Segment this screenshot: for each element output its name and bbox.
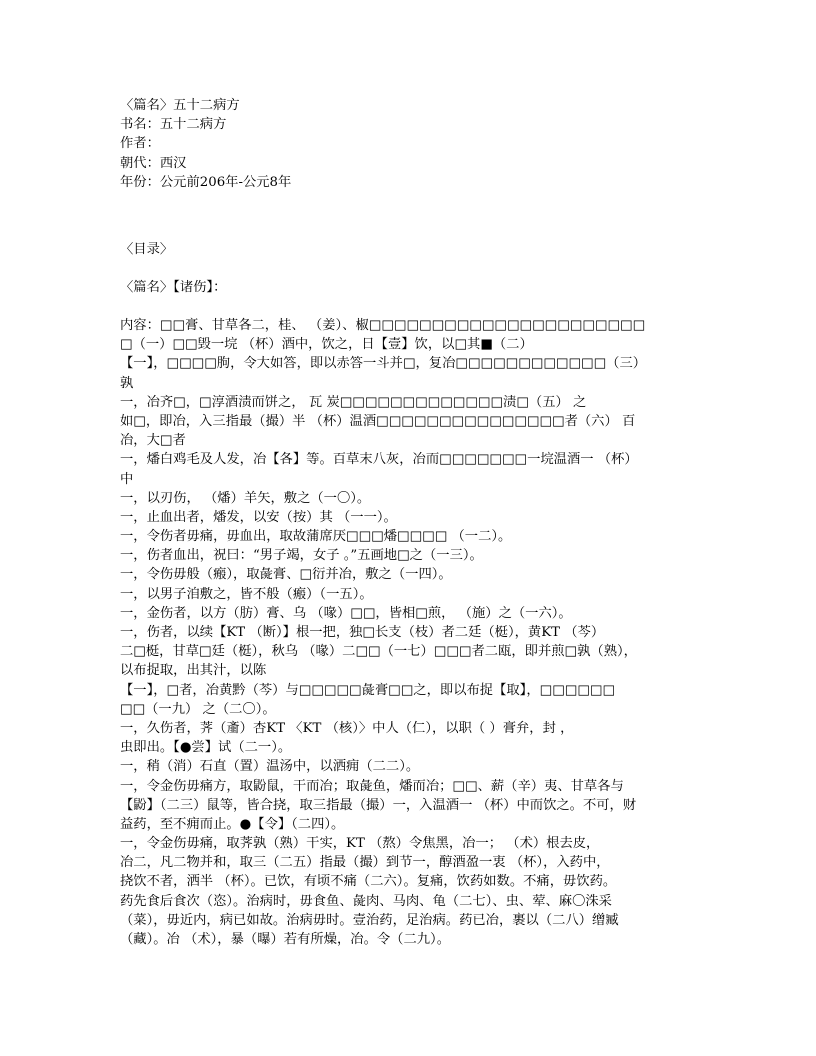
meta-author: 作者： — [120, 136, 160, 152]
content-line: □（一）□□毁一垸 （杯）酒中，饮之，日【壹】饮，以□其■（二） — [120, 337, 533, 353]
meta-title: 〈篇名〉五十二病方 — [120, 98, 240, 113]
content-line: 药先食后食次（恣）。治病时，毋食鱼、彘肉、马肉、龟（二七）、虫、荤、麻〇洙采 — [120, 893, 612, 909]
content-line: 一，金伤者，以方（肪）膏、乌 （喙）□□，皆相□煎， （施）之（一六）。 — [120, 605, 572, 621]
content-line: 一，伤者血出，祝曰：“男子竭，女子 。”五画地□之（一三）。 — [120, 548, 483, 564]
content-line: 一，燔白鸡毛及人发，冶【各】等。百草末八灰，冶而□□□□□□□一垸温酒一 （杯） — [120, 452, 638, 468]
metadata-block — [120, 96, 700, 192]
content-line: 一，冶齐□，□淳酒渍而饼之， 瓦 炭□□□□□□□□□□□□□渍□（五） 之 — [120, 394, 587, 410]
content-line: 【一】，□者，冶黄黔（芩）与□□□□□彘膏□□之，即以布捉【取】，□□□□□□ — [120, 682, 616, 698]
content-line: 如□，即冶，入三指最（撮）半 （杯）温酒□□□□□□□□□□□□□□□者（六） 百 — [120, 413, 636, 429]
content-line: 一，稍（消）石直（置）温汤中，以洒痈（二二）。 — [120, 759, 420, 775]
content-line: 孰 — [120, 375, 134, 391]
content-line: 一，久伤者，荠（齑）杏KT 〈KT （核）〉中人（仁），以职（ ）膏弁，封 ， — [120, 720, 574, 736]
content-line: 一，令伤者毋痛，毋血出，取故蒲席厌□□□燔□□□□ （一二）。 — [120, 529, 512, 545]
meta-book-name: 书名：五十二病方 — [120, 117, 227, 133]
toc-block — [120, 240, 700, 259]
content-line: 一，伤者，以续【KT （断）】根一把，独□长支（枝）者二廷（梃），黄KT （芩） — [120, 625, 605, 640]
content-line: 虫即出。【●尝】试（二一）。 — [120, 740, 292, 756]
content-line: 挠饮不者，洒半 （杯）。已饮，有顷不痛（二六）。复痛，饮药如数。不痛，毋饮药。 — [120, 874, 617, 890]
content-line: （藏）。冶 （术），暴（曝）若有所燥，冶。令（二九）。 — [120, 932, 450, 947]
content-line: 一，以刃伤， （燔）羊矢，敷之（一〇）。 — [120, 490, 371, 506]
content-line: 一，止血出者，燔发，以安（按）其 （一一）。 — [120, 509, 397, 525]
toc-label: 〈目录〉 — [120, 242, 174, 257]
content-line: 二□梃，甘草□廷（梃），秋乌 （喙）二□□（一七）□□□者二瓯，即并煎□孰（熟）， — [120, 644, 637, 660]
content-line: 【一】，□□□□朐，令大如答，即以赤答一斗并□，复冶□□□□□□□□□□□□（三） — [120, 356, 647, 372]
content-line: 一，令伤毋般（瘢），取彘膏、□衍并冶，敷之（一四）。 — [120, 567, 452, 583]
content-line: （菜），毋近内，病已如故。治病毋时。壹治药，足治病。药已冶，裹以（二八）缯臧 — [120, 912, 619, 928]
section-block — [120, 278, 700, 297]
meta-year: 年份：公元前206年-公元8年 — [120, 174, 292, 190]
content-line: 一，以男子洎敷之，皆不般（瘢）（一五）。 — [120, 586, 373, 602]
content-line: 以布捉取，出其汁，以陈 — [120, 663, 267, 679]
content-line: 【鼢】（二三）鼠等，皆合挠，取三指最（撮）一，入温酒一 （杯）中而饮之。不可，财 — [120, 797, 637, 813]
content-line: 冶二，凡二物并和，取三（二五）指最（撮）到节一，醇酒盈一衷 （杯），入药中， — [120, 855, 610, 871]
meta-dynasty: 朝代：西汉 — [120, 155, 187, 171]
content-line: 内容：□□膏、甘草各二，桂、 （姜）、椒□□□□□□□□□□□□□□□□□□□□□□ — [120, 318, 646, 333]
content-line: 一，令金伤毋痛，取荠孰（熟）干实，KT （熬）令焦黑，冶一； （术）根去皮， — [120, 836, 600, 852]
content-line: 一，令金伤毋痛方，取鼢鼠，干而冶；取彘鱼，燔而冶；□□、薪（辛）夷、甘草各与 — [120, 778, 624, 794]
content-line: □□（一九） 之（二〇）。 — [120, 701, 276, 717]
content-body — [120, 316, 700, 949]
content-line: 冶，大□者 — [120, 433, 186, 449]
content-line: 中 — [120, 471, 134, 487]
content-line: 益药，至不痈而止。●【令】（二四）。 — [120, 816, 345, 832]
section-title: 〈篇名〉【诸伤】： — [120, 280, 227, 295]
